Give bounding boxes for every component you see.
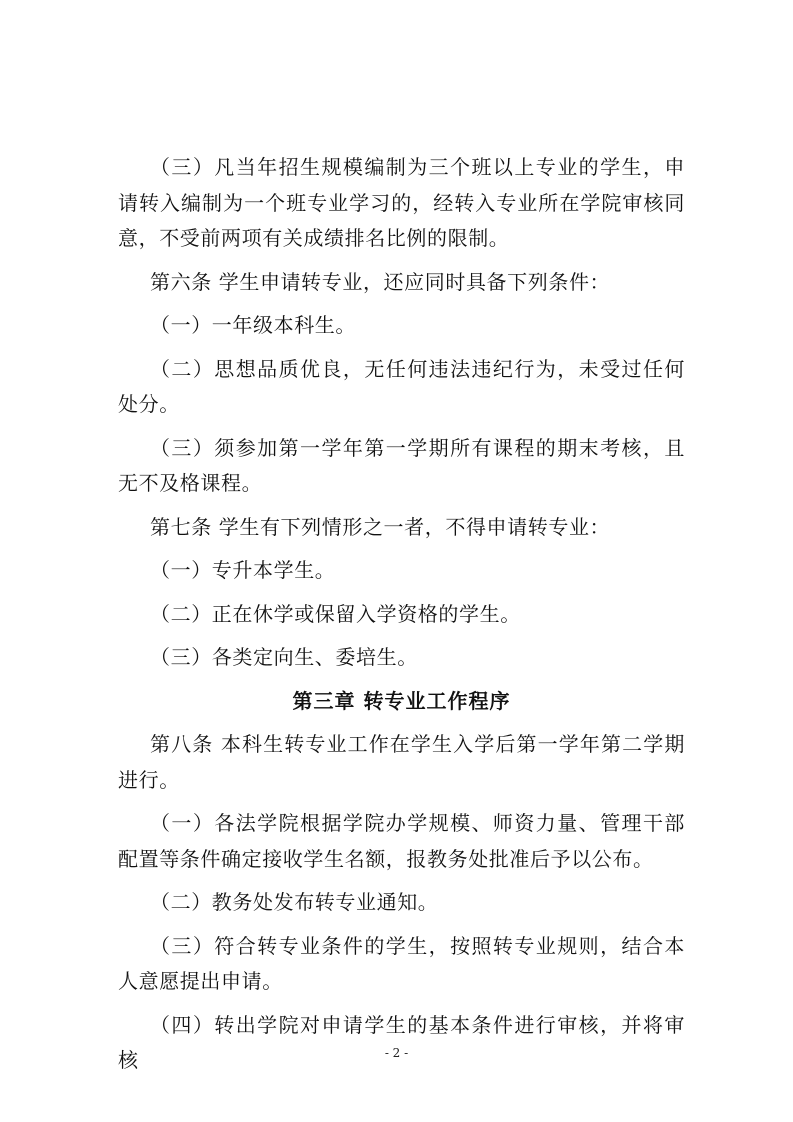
paragraph-article8-item3: （三）符合转专业条件的学生，按照转专业规则，结合本人意愿提出申请。 xyxy=(118,933,685,993)
paragraph-article7-item1: （一）专升本学生。 xyxy=(150,558,336,582)
document-body xyxy=(118,150,685,1087)
paragraph-article6-item3: （三）须参加第一学年第一学期所有课程的期末考核，且无不及格课程。 xyxy=(118,435,685,495)
paragraph-article6: 第六条 学生申请转专业，还应同时具备下列条件： xyxy=(150,269,611,294)
paragraph-article7: 第七条 学生有下列情形之一者，不得申请转专业： xyxy=(150,514,611,539)
paragraph-article6-item2: （二）思想品质优良，无任何违法违纪行为，未受过任何处分。 xyxy=(118,356,685,416)
paragraph-article8: 第八条 本科生转专业工作在学生入学后第一学年第二学期进行。 xyxy=(118,732,685,792)
paragraph-article8-item2: （二）教务处发布转专业通知。 xyxy=(150,890,439,914)
paragraph-article7-item2: （二）正在休学或保留入学资格的学生。 xyxy=(150,601,521,626)
chapter-heading: 第三章 转专业工作程序 xyxy=(292,688,511,713)
paragraph-article8-item1: （一）各法学院根据学院办学规模、师资力量、管理干部配置等条件确定接收学生名额，报教务处批准后予以公布。 xyxy=(118,811,685,871)
paragraph-article7-item3: （三）各类定向生、委培生。 xyxy=(150,645,418,669)
paragraph-article8-item4: （四）转出学院对申请学生的基本条件进行审核，并将审核 xyxy=(118,1012,685,1072)
paragraph-article5-item3: （三）凡当年招生规模编制为三个班以上专业的学生，申请转入编制为一个班专业学习的，经转入专业所在学院审核同意，不受前两项有关成绩排名比例的限制。 xyxy=(118,155,685,250)
paragraph-article6-item1: （一）一年级本科生。 xyxy=(150,313,356,337)
page-number: - 2 - xyxy=(384,1046,409,1060)
